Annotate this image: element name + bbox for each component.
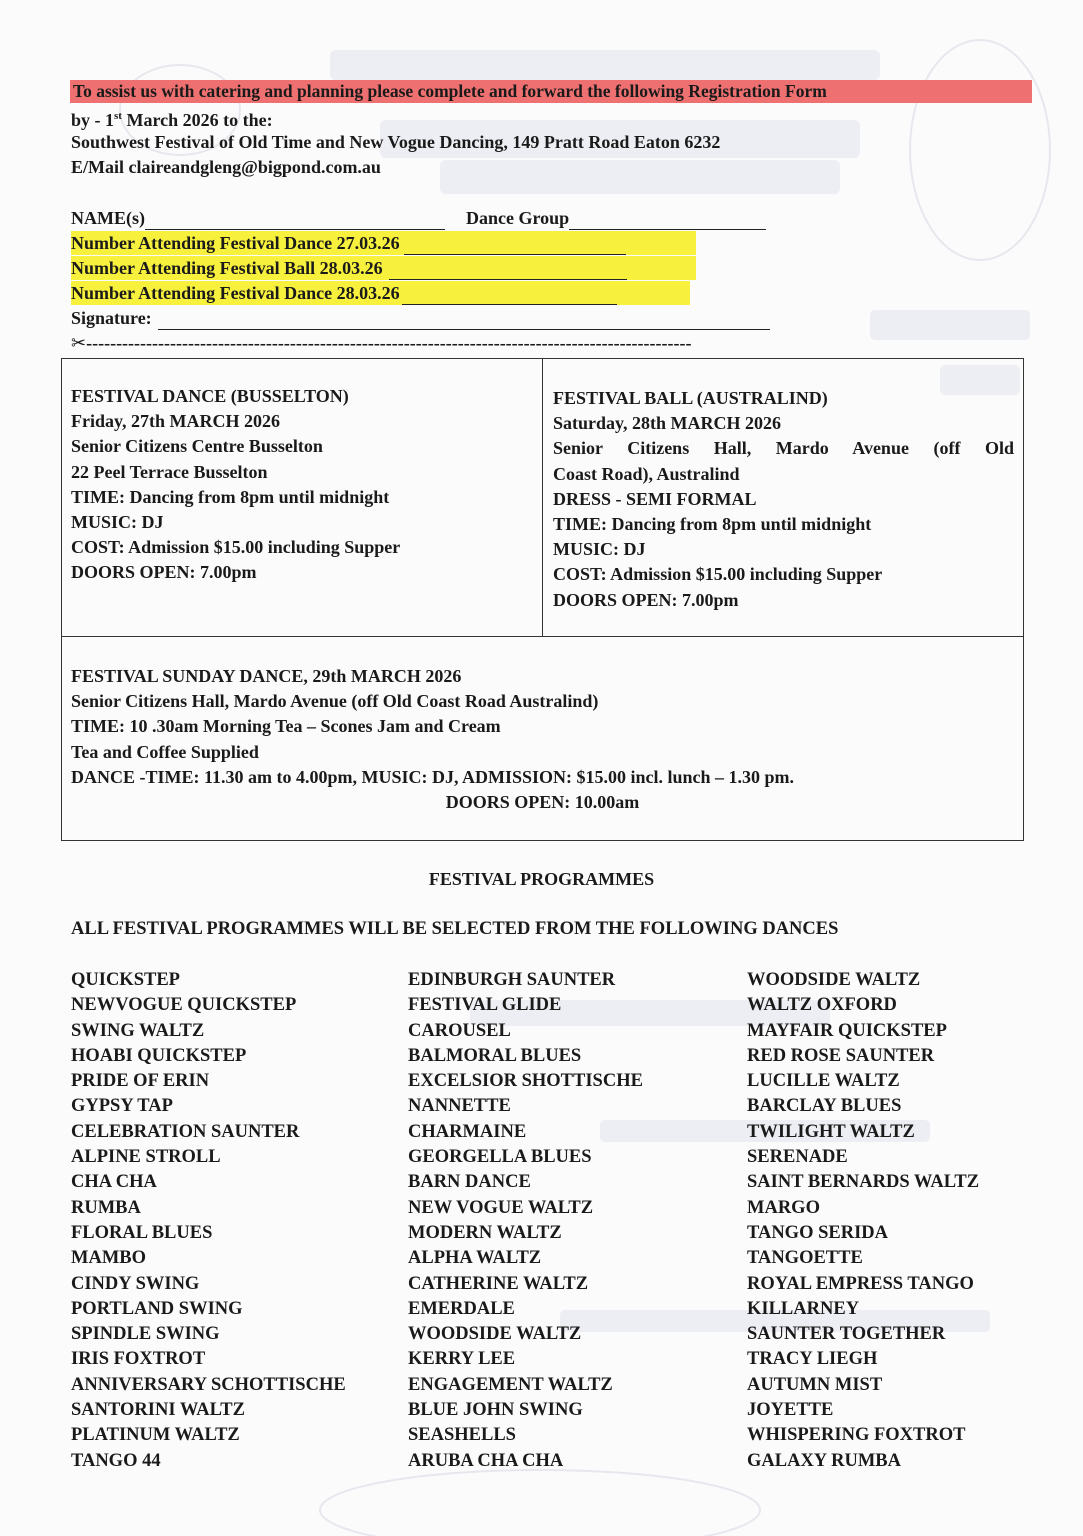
list-item: ALPHA WALTZ bbox=[408, 1248, 542, 1269]
names-row bbox=[71, 206, 766, 230]
list-item: ANNIVERSARY SCHOTTISCHE bbox=[71, 1374, 346, 1395]
list-item: BLUE JOHN SWING bbox=[408, 1400, 583, 1421]
attending-ball-row bbox=[71, 256, 696, 280]
attending-ball-field[interactable] bbox=[389, 261, 627, 280]
list-item: SEASHELLS bbox=[408, 1425, 516, 1446]
list-item: FESTIVAL GLIDE bbox=[408, 995, 562, 1016]
list-item: AUTUMN MIST bbox=[747, 1374, 883, 1395]
list-item: TWILIGHT WALTZ bbox=[747, 1121, 915, 1142]
list-item: SAINT BERNARDS WALTZ bbox=[747, 1172, 980, 1193]
attending-sunday-field[interactable] bbox=[402, 286, 617, 305]
list-item: BARN DANCE bbox=[408, 1172, 531, 1193]
sunday-dance-details: FESTIVAL SUNDAY DANCE, 29th MARCH 2026 Senior Citizens Hall, Mardo Avenue (off Old Coast Road Australind) TIME: 10 .30am Morning Tea – Scones Jam and Cream Tea and Coffee Supplied DANCE -TIME: 11.30 am to 4.00pm, MUSIC: DJ, ADMISSION: $15.00 incl. lunch – 1.30 pm. bbox=[71, 666, 795, 787]
list-item: HOABI QUICKSTEP bbox=[71, 1045, 247, 1066]
dance-group-field[interactable] bbox=[569, 211, 766, 230]
names-label: NAME(s) bbox=[71, 208, 145, 228]
list-item: FLORAL BLUES bbox=[71, 1222, 213, 1243]
list-item: RUMBA bbox=[71, 1197, 141, 1218]
list-item: JOYETTE bbox=[747, 1400, 834, 1421]
list-item: QUICKSTEP bbox=[71, 970, 180, 990]
list-item: ROYAL EMPRESS TANGO bbox=[747, 1273, 974, 1294]
list-item: EXCELSIOR SHOTTISCHE bbox=[408, 1071, 643, 1092]
list-item: NEWVOGUE QUICKSTEP bbox=[71, 995, 297, 1016]
list-item: CATHERINE WALTZ bbox=[408, 1273, 589, 1294]
festival-ball-details: FESTIVAL BALL (AUSTRALIND) Saturday, 28th MARCH 2026 Senior Citizens Hall, Mardo Avenue (off Old Coast Road), Australind DRESS - SEMI FORMAL TIME: Dancing from 8pm until midnight MUSIC: DJ COST: Admission $15.00 including Supper DOORS OPEN: 7.00pm bbox=[553, 388, 1014, 610]
list-item: BALMORAL BLUES bbox=[408, 1045, 582, 1066]
dance-list-column-1 bbox=[71, 968, 346, 1474]
list-item: CELEBRATION SAUNTER bbox=[71, 1121, 300, 1142]
list-item: GALAXY RUMBA bbox=[747, 1450, 901, 1471]
list-item: KERRY LEE bbox=[408, 1349, 516, 1370]
list-item: WHISPERING FOXTROT bbox=[747, 1425, 966, 1446]
list-item: KILLARNEY bbox=[747, 1298, 860, 1319]
list-item: RED ROSE SAUNTER bbox=[747, 1045, 935, 1066]
list-item: NANNETTE bbox=[408, 1096, 511, 1117]
list-item: CHA CHA bbox=[71, 1172, 157, 1193]
list-item: GYPSY TAP bbox=[71, 1096, 173, 1117]
attending-sunday-label: Number Attending Festival Dance 28.03.26 bbox=[71, 283, 400, 303]
list-item: EDINBURGH SAUNTER bbox=[408, 970, 616, 990]
list-item: MARGO bbox=[747, 1197, 820, 1218]
festival-dance-details: FESTIVAL DANCE (BUSSELTON) Friday, 27th MARCH 2026 Senior Citizens Centre Busselton 22 Peel Terrace Busselton TIME: Dancing from 8pm until midnight MUSIC: DJ COST: Admission $15.00 including Supper DOORS OPEN: 7.00pm bbox=[71, 386, 401, 583]
list-item: SAUNTER TOGETHER bbox=[747, 1324, 946, 1345]
list-item: EMERDALE bbox=[408, 1298, 515, 1319]
events-divider-horizontal bbox=[61, 636, 1024, 637]
list-item: GEORGELLA BLUES bbox=[408, 1147, 592, 1168]
dance-group-label: Dance Group bbox=[466, 208, 570, 228]
list-item: TANGO SERIDA bbox=[747, 1222, 888, 1243]
list-item: PLATINUM WALTZ bbox=[71, 1425, 240, 1446]
list-item: MAMBO bbox=[71, 1248, 147, 1269]
list-item: WOODSIDE WALTZ bbox=[747, 970, 921, 990]
list-item: TANGOETTE bbox=[747, 1248, 863, 1269]
email-address: E/Mail claireandgleng@bigpond.com.au bbox=[71, 157, 381, 177]
list-item: CINDY SWING bbox=[71, 1273, 200, 1294]
mailing-address: Southwest Festival of Old Time and New Vogue Dancing, 149 Pratt Road Eaton 6232 bbox=[71, 132, 721, 152]
attending-dance-field[interactable] bbox=[404, 236, 626, 255]
dance-list-column-3 bbox=[747, 968, 979, 1474]
attending-sunday-row bbox=[71, 281, 690, 305]
list-item: CAROUSEL bbox=[408, 1020, 511, 1041]
list-item: TRACY LIEGH bbox=[747, 1349, 878, 1370]
signature-label: Signature: bbox=[71, 308, 152, 328]
list-item: MODERN WALTZ bbox=[408, 1222, 562, 1243]
list-item: IRIS FOXTROT bbox=[71, 1349, 206, 1370]
signature-row bbox=[71, 306, 770, 330]
attending-dance-label: Number Attending Festival Dance 27.03.26 bbox=[71, 233, 400, 253]
programmes-subtitle: ALL FESTIVAL PROGRAMMES WILL BE SELECTED FROM THE FOLLOWING DANCES bbox=[71, 919, 839, 939]
registration-header: To assist us with catering and planning please complete and forward the following Registration Form bbox=[70, 80, 1032, 103]
list-item: ENGAGEMENT WALTZ bbox=[408, 1374, 613, 1395]
names-field[interactable] bbox=[145, 211, 445, 230]
signature-field[interactable] bbox=[158, 311, 770, 330]
events-divider-vertical bbox=[542, 358, 543, 636]
list-item: NEW VOGUE WALTZ bbox=[408, 1197, 594, 1218]
list-item: WOODSIDE WALTZ bbox=[408, 1324, 582, 1345]
dance-list-column-2 bbox=[408, 968, 643, 1474]
programmes-title: FESTIVAL PROGRAMMES bbox=[428, 869, 655, 889]
scissors-icon: ✂ bbox=[71, 333, 87, 354]
list-item: MAYFAIR QUICKSTEP bbox=[747, 1020, 947, 1041]
list-item: SPINDLE SWING bbox=[71, 1324, 220, 1345]
list-item: ALPINE STROLL bbox=[71, 1147, 221, 1168]
sunday-doors-open: DOORS OPEN: 10.00am bbox=[445, 792, 640, 812]
list-item: TANGO 44 bbox=[71, 1450, 161, 1471]
list-item: PORTLAND SWING bbox=[71, 1298, 243, 1319]
cut-line: ✂----------------------------------------------------------------------------------------------------- bbox=[71, 333, 692, 354]
list-item: SANTORINI WALTZ bbox=[71, 1400, 245, 1421]
list-item: PRIDE OF ERIN bbox=[71, 1071, 210, 1092]
list-item: SERENADE bbox=[747, 1147, 848, 1168]
list-item: BARCLAY BLUES bbox=[747, 1096, 902, 1117]
list-item: CHARMAINE bbox=[408, 1121, 527, 1142]
list-item: LUCILLE WALTZ bbox=[747, 1071, 900, 1092]
attending-dance-row bbox=[71, 231, 696, 255]
list-item: ARUBA CHA CHA bbox=[408, 1450, 564, 1471]
deadline-line: by - 1st March 2026 to the: bbox=[71, 110, 273, 130]
attending-ball-label: Number Attending Festival Ball 28.03.26 bbox=[71, 258, 383, 278]
list-item: WALTZ OXFORD bbox=[747, 995, 897, 1016]
list-item: SWING WALTZ bbox=[71, 1020, 205, 1041]
